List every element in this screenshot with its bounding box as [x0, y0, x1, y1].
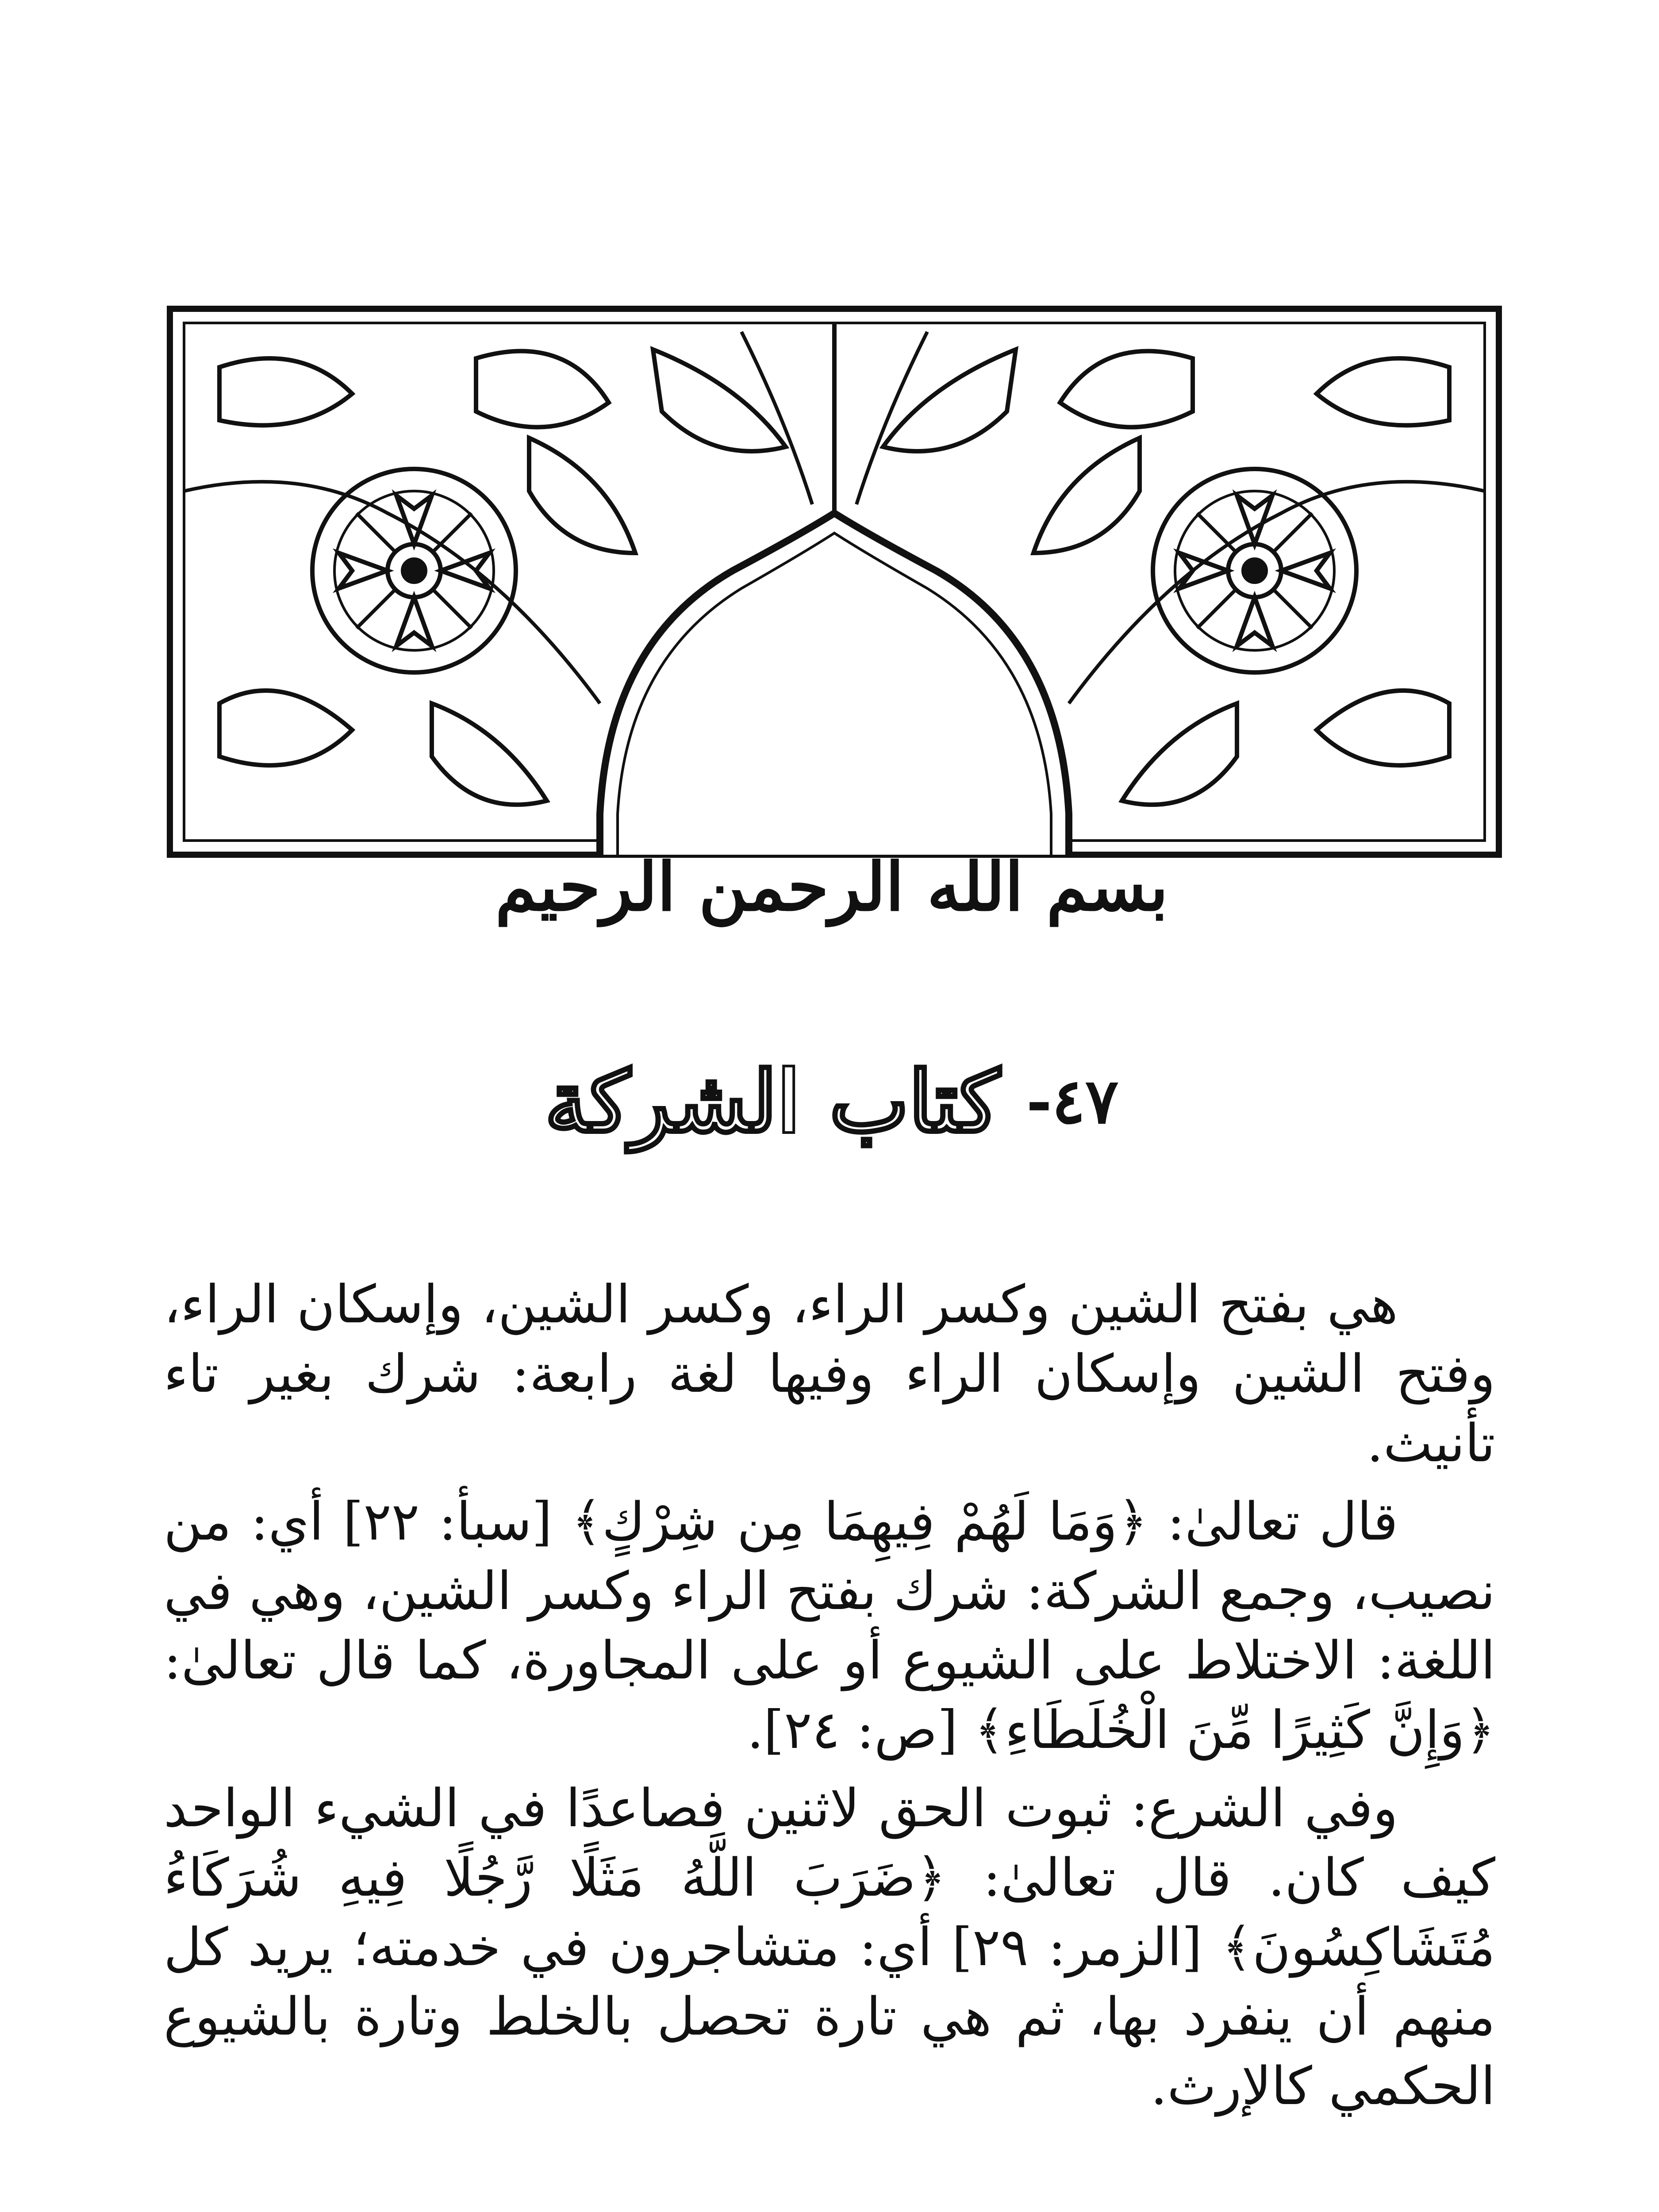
paragraph-3: وفي الشرع: ثبوت الحق لاثنين فصاعدًا في الشيء الواحد كيف كان. قال تعالىٰ: ﴿ضَرَبَ اللَّهُ مَثَلًا رَّجُلًا فِيهِ شُرَكَاءُ مُتَشَاكِسُونَ﴾ [الزمر: ٢٩] أي: متشاجرون في خدمته؛ يريد كل منهم أن ينفرد بها، ثم هي تارة تحصل بالخلط وتارة بالشيوع الحكمي كالإرث.: [164, 1778, 1495, 2116]
paragraph-2: قال تعالىٰ: ﴿وَمَا لَهُمْ فِيهِمَا مِن شِرْكٍ﴾ [سبأ: ٢٢] أي: من نصيب، وجمع الشركة: شرك بفتح الراء وكسر الشين، وهي في اللغة: الاختلاط على الشيوع أو على المجاورة، كما قال تعالىٰ: ﴿وَإِنَّ كَثِيرًا مِّنَ الْخُلَطَاءِ﴾ [ص: ٢٤].: [164, 1491, 1495, 1760]
paragraph-1: هي بفتح الشين وكسر الراء، وكسر الشين، وإسكان الراء، وفتح الشين وإسكان الراء وفيها لغة رابعة: شرك بغير تاء تأنيث.: [164, 1274, 1495, 1474]
body-text: [164, 1270, 1495, 2130]
chapter-number: ٤٧-: [1026, 1065, 1119, 1138]
chapter-heading: [465, 1035, 1199, 1168]
headpiece-ornament-icon: [166, 305, 1502, 858]
basmala-calligraphy: بسم الله الرحمن الرحيم: [495, 848, 1168, 926]
chapter-title: كتاب الشركة: [545, 1052, 1000, 1151]
